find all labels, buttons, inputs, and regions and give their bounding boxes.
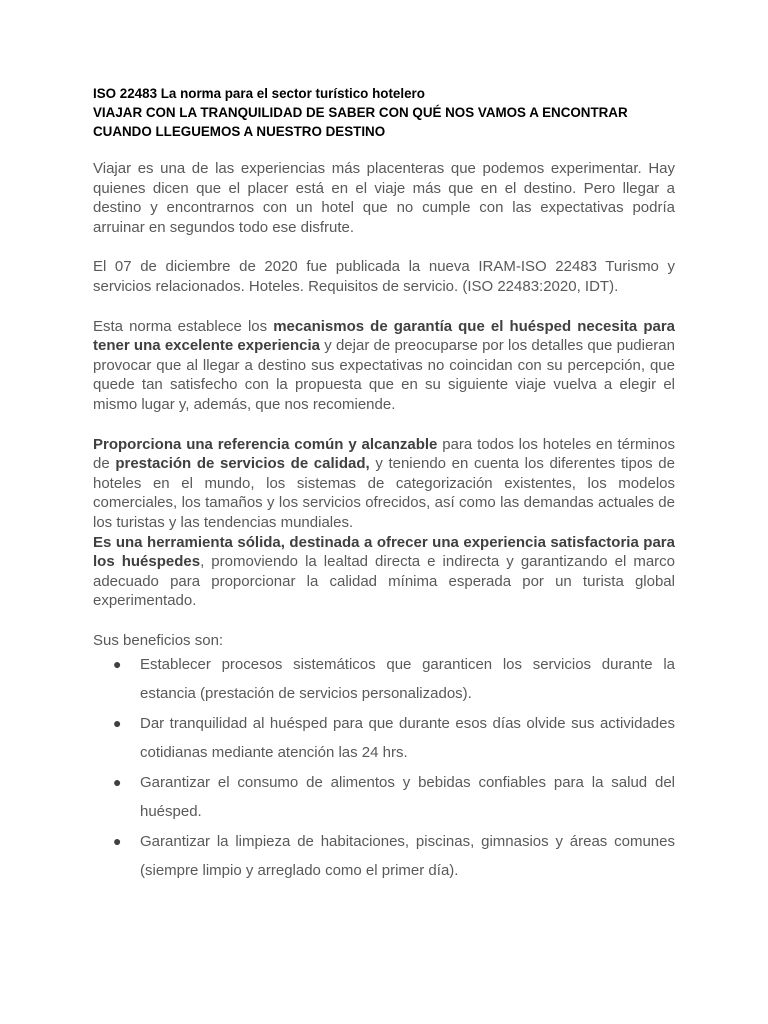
list-item-text: Establecer procesos sistemáticos que garanticen los servicios durante la estancia (prestación de servicios personalizados). (140, 656, 675, 703)
reference-text-2: y teniendo en cuenta los diferentes tipos de hoteles en el mundo, los sistemas de categorización existentes, los modelos comerciales, los tamaños y los servicios ofrecidos, así como las demandas actuales de los turistas y las tendencias mundiales. (93, 455, 675, 531)
date-paragraph: El 07 de diciembre de 2020 fue publicada la nueva IRAM-ISO 22483 Turismo y servicios relacionados. Hoteles. Requisitos de servicio. (ISO 22483:2020, IDT). (93, 258, 675, 295)
list-item-text: Garantizar la limpieza de habitaciones, piscinas, gimnasios y áreas comunes (siempre limpio y arreglado como el primer día). (140, 833, 675, 880)
list-item (93, 709, 675, 767)
document-title: ISO 22483 La norma para el sector turístico hotelero (93, 86, 425, 101)
list-item-text: Garantizar el consumo de alimentos y bebidas confiables para la salud del huésped. (140, 774, 675, 821)
tool-paragraph (93, 533, 675, 611)
bullet-icon: ● (113, 774, 122, 791)
reference-paragraph (93, 435, 675, 533)
tool-bold: Es una herramienta sólida, destinada a ofrecer una experiencia satisfactoria para los huéspedes (93, 533, 675, 571)
reference-text-1: para todos los hoteles en términos de (93, 435, 675, 473)
norm-bold: mecanismos de garantía que el huésped necesita para tener una excelente experiencia (93, 317, 676, 355)
list-item (93, 650, 675, 708)
intro-paragraph: Viajar es una de las experiencias más placenteras que podemos experimentar. Hay quienes dicen que el placer está en el viaje más que en el destino. Pero llegar a destino y encontrarnos con un hotel que no cumple con las expectativas podría arruinar en segundos todo ese disfrute. (93, 160, 675, 236)
bullet-icon: ● (113, 656, 122, 673)
benefits-intro: Sus beneficios son: (93, 631, 224, 649)
document-subtitle: VIAJAR CON LA TRANQUILIDAD DE SABER CON QUÉ NOS VAMOS A ENCONTRAR CUANDO LLEGUEMOS A NUESTRO DESTINO (93, 105, 628, 139)
document-page (93, 84, 675, 885)
norm-paragraph (93, 317, 675, 415)
list-item (93, 768, 675, 826)
benefits-list (93, 650, 675, 885)
reference-bold-1: Proporciona una referencia común y alcanzable (93, 435, 438, 453)
tool-rest: , promoviendo la lealtad directa e indirecta y garantizando el marco adecuado para proporcionar la calidad mínima esperada por un turista global experimentado. (93, 553, 675, 610)
list-item (93, 827, 675, 885)
norm-lead: Esta norma establece los (93, 317, 274, 335)
norm-rest: y dejar de preocuparse por los detalles que pudieran provocar que al llegar a destino sus expectativas no coincidan con su percepción, que quede tan satisfecho con la propuesta que en su siguiente viaje vuelva a elegir el mismo lugar y, además, que nos recomiende. (93, 337, 675, 413)
list-item-text: Dar tranquilidad al huésped para que durante esos días olvide sus actividades cotidianas mediante atención las 24 hrs. (140, 715, 675, 762)
reference-bold-2: prestación de servicios de calidad, (115, 455, 370, 473)
bullet-icon: ● (113, 715, 122, 732)
bullet-icon: ● (113, 833, 122, 850)
